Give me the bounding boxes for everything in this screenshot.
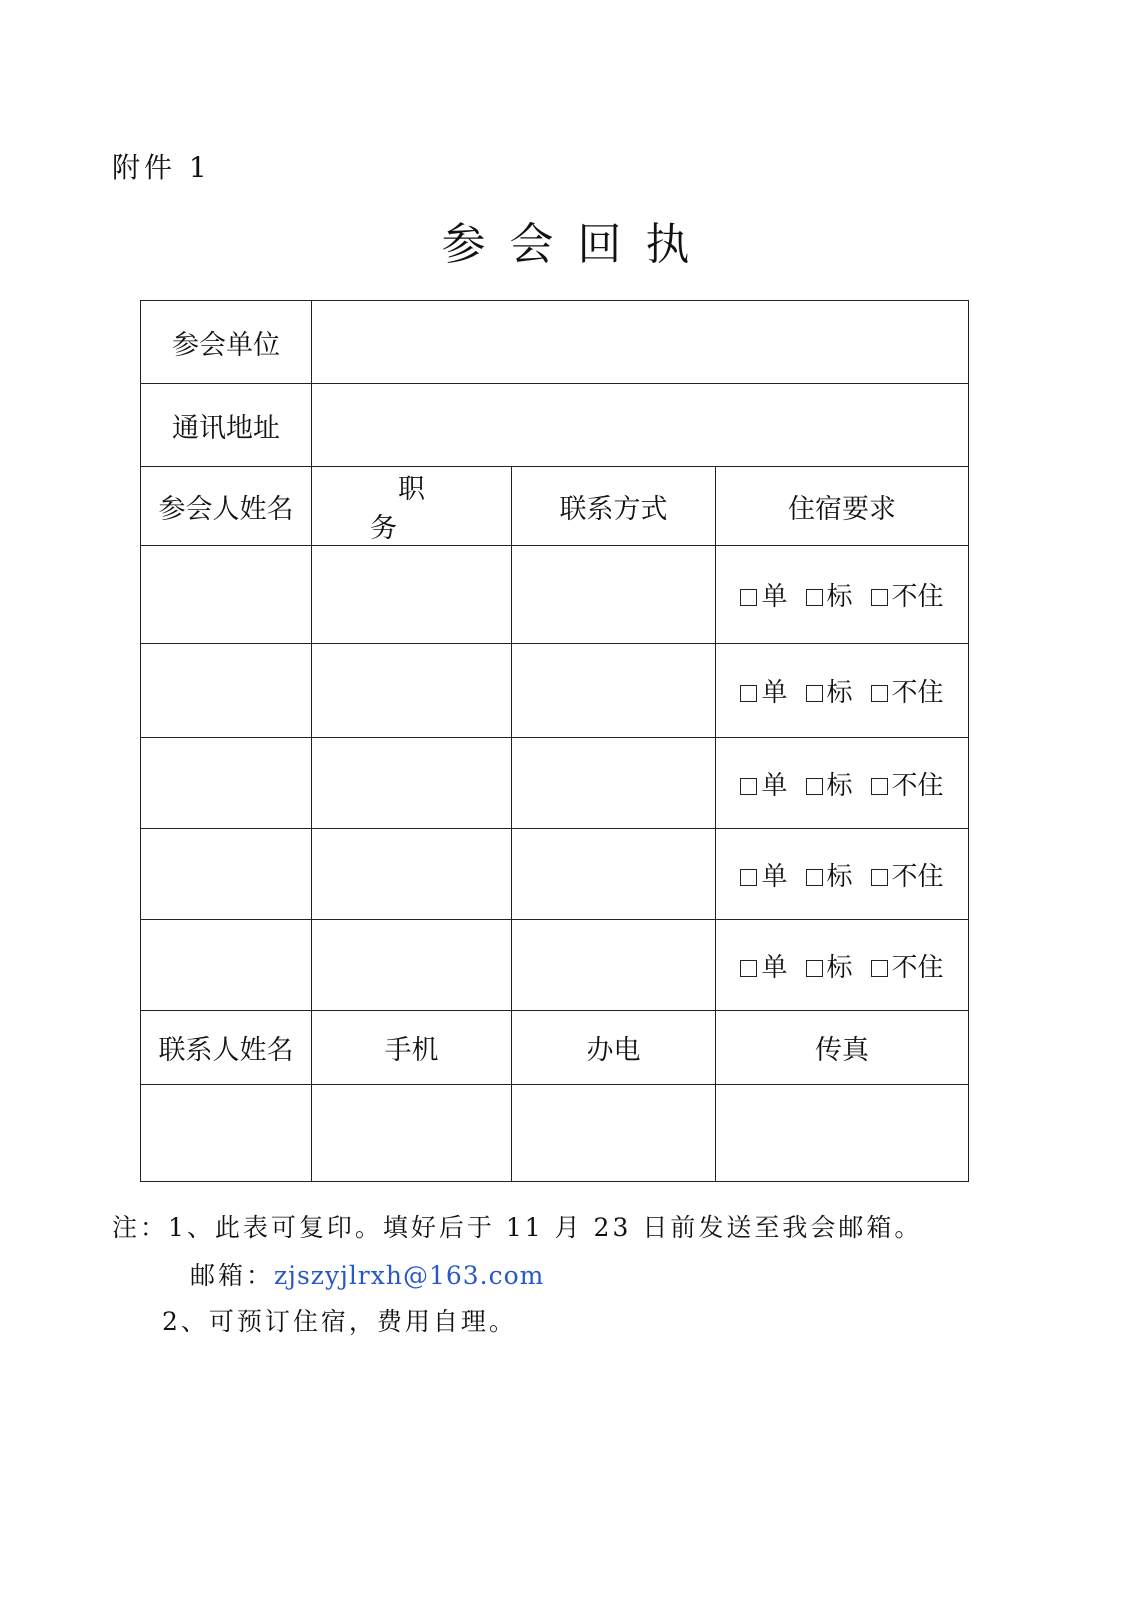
lodging-options [716,829,969,920]
email-link[interactable]: zjszyjlrxh@163.com [274,1261,545,1290]
fax-field[interactable] [716,1085,969,1182]
attendee-row [141,738,969,829]
attendee-name-field[interactable] [141,546,312,644]
lodging-option-label: 单 [761,582,788,612]
checkbox[interactable] [806,685,823,702]
lodging-option-label: 标 [826,952,853,983]
lodging-options [716,644,969,738]
unit-label: 参会单位 [141,301,312,384]
lodging-option-label: 不住 [891,770,944,801]
lodging-option-label: 标 [826,582,853,612]
attendee-row [141,644,969,738]
lodging-options [716,738,969,829]
contact-header-row [141,1011,969,1085]
lodging-option-label: 不住 [891,678,944,708]
mobile-field[interactable] [312,1085,512,1182]
contact-name-header: 联系人姓名 [141,1011,312,1085]
unit-field[interactable] [312,301,969,384]
checkbox[interactable] [806,960,823,977]
checkbox[interactable] [740,685,757,702]
lodging-option-label: 标 [826,770,853,801]
contact-row [141,1085,969,1182]
lodging-option-label: 不住 [891,582,944,612]
checkbox[interactable] [740,960,757,977]
lodging-option[interactable] [740,856,787,893]
checkbox[interactable] [740,589,757,606]
attendee-name-field[interactable] [141,920,312,1011]
lodging-option[interactable] [806,576,853,613]
office-phone-header: 办电 [512,1011,716,1085]
checkbox[interactable] [871,869,888,886]
contact-method-field[interactable] [512,644,716,738]
lodging-options [716,546,969,644]
email-label: 邮箱： [190,1261,275,1290]
address-label: 通讯地址 [141,384,312,467]
lodging-option[interactable] [871,672,944,709]
lodging-option-label: 单 [761,952,788,983]
fax-header: 传真 [716,1011,969,1085]
lodging-option-label: 单 [761,861,788,892]
checkbox[interactable] [871,589,888,606]
lodging-option[interactable] [871,947,944,984]
checkbox[interactable] [740,778,757,795]
attendee-rows [141,546,969,1011]
lodging-option-label: 标 [826,861,853,892]
attendee-name-field[interactable] [141,738,312,829]
position-field[interactable] [312,546,512,644]
contact-method-field[interactable] [512,546,716,644]
contact-method-field[interactable] [512,920,716,1011]
checkbox[interactable] [871,960,888,977]
attendee-row [141,829,969,920]
lodging-option[interactable] [871,765,944,802]
checkbox[interactable] [740,869,757,886]
position-field[interactable] [312,738,512,829]
checkbox[interactable] [871,778,888,795]
attendee-name-header: 参会人姓名 [141,467,312,546]
contact-method-field[interactable] [512,829,716,920]
lodging-option[interactable] [740,947,787,984]
checkbox[interactable] [806,778,823,795]
attendee-name-field[interactable] [141,644,312,738]
position-field[interactable] [312,644,512,738]
lodging-options [716,920,969,1011]
lodging-option-label: 不住 [891,861,944,892]
attendee-header-row [141,467,969,546]
lodging-option[interactable] [806,856,853,893]
contact-method-header: 联系方式 [512,467,716,546]
lodging-option[interactable] [740,672,787,709]
unit-row [141,301,969,384]
lodging-option[interactable] [740,765,787,802]
attendee-name-field[interactable] [141,829,312,920]
lodging-option[interactable] [871,856,944,893]
position-header: 职务 [312,467,512,546]
checkbox[interactable] [806,869,823,886]
page-title: 参会回执 [441,219,714,270]
position-field[interactable] [312,829,512,920]
lodging-option-label: 单 [761,770,788,801]
lodging-option-label: 不住 [891,952,944,983]
lodging-option[interactable] [806,672,853,709]
lodging-option[interactable] [806,947,853,984]
position-field[interactable] [312,920,512,1011]
attendee-row [141,546,969,644]
checkbox[interactable] [806,589,823,606]
address-field[interactable] [312,384,969,467]
mobile-header: 手机 [312,1011,512,1085]
lodging-option[interactable] [740,576,787,613]
office-phone-field[interactable] [512,1085,716,1182]
lodging-option[interactable] [806,765,853,802]
attendee-row [141,920,969,1011]
email-line [190,1256,544,1292]
lodging-option-label: 标 [826,678,853,708]
note-2: 2、可预订住宿，费用自理。 [162,1307,517,1336]
contact-method-field[interactable] [512,738,716,829]
contact-name-field[interactable] [141,1085,312,1182]
lodging-header: 住宿要求 [716,467,969,546]
note-1: 注：1、此表可复印。填好后于 11 月 23 日前发送至我会邮箱。 [112,1213,923,1242]
lodging-option[interactable] [871,576,944,613]
address-row [141,384,969,467]
registration-form-table [140,300,969,1182]
lodging-option-label: 单 [761,678,788,708]
checkbox[interactable] [871,685,888,702]
attachment-label: 附件 1 [112,151,211,184]
